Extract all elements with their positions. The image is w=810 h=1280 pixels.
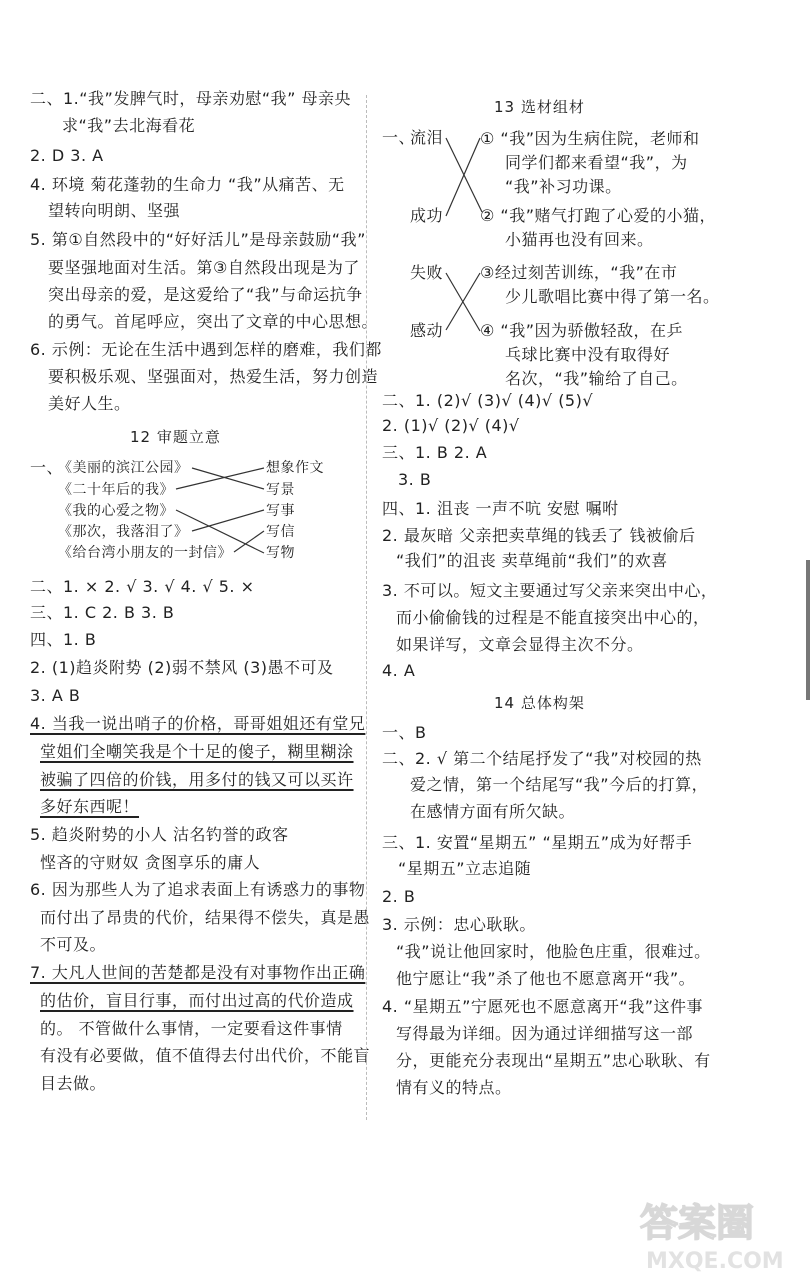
- s13-line-4: 四、1. 沮丧 一声不吭 安慰 嘱咐: [382, 499, 619, 518]
- s13-line-7: 3. 不可以。短文主要通过写父亲来突出中心，: [382, 581, 718, 600]
- s14-line-8: “我”说让他回家时，他脸色庄重，很难过。: [396, 942, 711, 961]
- s12-line-16: 的。 不管做什么事情，一定要看这件事情: [40, 1019, 343, 1038]
- s12-line-10: 悭吝的守财奴 贪图享乐的庸人: [40, 853, 261, 872]
- s11-line-10: 要积极乐观、坚强面对，热爱生活，努力创造: [48, 367, 379, 386]
- s13-right-item-3-line-0: ④ “我”因为骄傲轻敌，在乒: [480, 321, 684, 340]
- s13-left-item-2: 失败: [410, 263, 444, 282]
- s14-line-1: 二、2. √ 第二个结尾抒发了“我”对校园的热: [382, 749, 702, 768]
- s14-line-7: 3. 示例：忠心耿耿。: [382, 915, 536, 934]
- s11-line-7: 突出母亲的爱，是这爱给了“我”与命运抗争: [48, 285, 363, 304]
- s12-left-item-3: 《那次，我落泪了》: [58, 524, 189, 540]
- s12-right-item-0: 想象作文: [266, 460, 324, 476]
- s14-line-11: 写得最为详细。因为通过详细描写这一部: [396, 1024, 694, 1043]
- s13-right-item-1-line-0: ② “我”赌气打跑了心爱的小猫，: [480, 206, 717, 225]
- s13-left-item-3: 感动: [410, 321, 444, 340]
- s13-line-10: 4. A: [382, 661, 416, 680]
- s12-left-item-0: 《美丽的滨江公园》: [58, 460, 189, 476]
- s13-right-item-3-line-1: 乓球比赛中没有取得好: [505, 345, 671, 364]
- s13-right-item-2-line-0: ③经过刻苦训练，“我”在市: [480, 263, 678, 282]
- s12-line-9: 5. 趋炎附势的小人 沽名钓誉的政客: [30, 825, 289, 844]
- s13-right-item-1-line-1: 小猫再也没有回来。: [505, 230, 654, 249]
- s12-right-item-2: 写事: [266, 503, 295, 519]
- s14-line-3: 在感情方面有所欠缺。: [410, 802, 576, 821]
- s11-line-5: 5. 第①自然段中的“好好活儿”是母亲鼓励“我”: [30, 230, 366, 249]
- s13-line-8: 而小偷偷钱的过程是不能直接突出中心的，: [396, 608, 710, 627]
- s12-line-12: 而付出了昂贵的代价，结果得不偿失，真是愚: [40, 908, 371, 927]
- s12-right-item-1: 写景: [266, 482, 295, 498]
- s12-right-item-3: 写信: [266, 524, 295, 540]
- page-edge-marker: [806, 560, 810, 700]
- s12-line-1: 三、1. C 2. B 3. B: [30, 603, 175, 622]
- s13-right-item-0-line-1: 同学们都来看望“我”，为: [505, 153, 688, 172]
- s11-line-11: 美好人生。: [48, 394, 131, 413]
- s14-line-13: 情有义的特点。: [396, 1078, 512, 1097]
- section-12-title: 12 审题立意: [130, 428, 221, 446]
- s12-right-item-4: 写物: [266, 545, 295, 561]
- watermark-bottom-text: MXQE.COM: [646, 1249, 784, 1274]
- s12-line-17: 有没有必要做，值不值得去付出代价，不能盲: [40, 1046, 371, 1065]
- s11-line-2: 2. D 3. A: [30, 146, 104, 165]
- s13-left-item-0: 流泪: [410, 128, 444, 147]
- s14-line-9: 他宁愿让“我”杀了他也不愿意离开“我”。: [396, 969, 696, 988]
- s12-line-13: 不可及。: [40, 935, 107, 954]
- s14-line-6: 2. B: [382, 887, 416, 906]
- s11-line-6: 要坚强地面对生活。第③自然段出现是为了: [48, 258, 360, 277]
- s14-line-0: 一、B: [382, 723, 427, 742]
- s12-match-prefix: 一、: [30, 458, 64, 477]
- s12-line-2: 四、1. B: [30, 630, 97, 649]
- s12-line-8: 多好东西呢！: [40, 797, 140, 816]
- s13-line-2: 三、1. B 2. A: [382, 443, 488, 462]
- s13-right-item-0-line-0: ① “我”因为生病住院，老师和: [480, 129, 700, 148]
- s13-line-1: 2. (1)√ (2)√ (4)√: [382, 416, 520, 435]
- section-14-title: 14 总体构架: [494, 694, 585, 712]
- s12-line-7: 被骗了四倍的价钱，用多付的钱又可以买许: [40, 770, 354, 789]
- s13-right-item-2-line-1: 少儿歌唱比赛中得了第一名。: [505, 287, 720, 306]
- watermark-logo: [636, 1190, 806, 1275]
- s12-line-11: 6. 因为那些人为了追求表面上有诱惑力的事物: [30, 880, 366, 899]
- s12-line-5: 4. 当我一说出哨子的价格，哥哥姐姐还有堂兄: [30, 714, 366, 733]
- s12-left-item-1: 《二十年后的我》: [58, 482, 174, 498]
- s13-line-6: “我们”的沮丧 卖草绳前“我们”的欢喜: [396, 551, 668, 570]
- s12-line-14: 7. 大凡人世间的苦楚都是没有对事物作出正确: [30, 963, 366, 982]
- s12-line-18: 目去做。: [40, 1074, 107, 1093]
- section-13-title: 13 选材组材: [494, 98, 585, 116]
- s12-line-6: 堂姐们全嘲笑我是个十足的傻子，糊里糊涂: [40, 742, 354, 761]
- s12-line-0: 二、1. × 2. √ 3. √ 4. √ 5. ×: [30, 577, 255, 596]
- watermark-top-text: 答案圈: [640, 1201, 755, 1245]
- s11-line-0: 二、1.“我”发脾气时，母亲劝慰“我” 母亲央: [30, 89, 352, 108]
- s14-line-5: “星期五”立志追随: [398, 859, 532, 878]
- s11-line-9: 6. 示例：无论在生活中遇到怎样的磨难，我们都: [30, 340, 382, 359]
- s11-line-4: 望转向明朗、坚强: [48, 201, 181, 220]
- s12-line-3: 2. (1)趋炎附势 (2)弱不禁风 (3)愚不可及: [30, 658, 334, 677]
- s13-line-3: 3. B: [398, 470, 432, 489]
- s11-line-3: 4. 环境 菊花蓬勃的生命力 “我”从痛苦、无: [30, 175, 345, 194]
- s14-line-12: 分，更能充分表现出“星期五”忠心耿耿、有: [396, 1051, 711, 1070]
- s13-match-prefix: 一、: [382, 128, 416, 147]
- s13-right-item-3-line-2: 名次，“我”输给了自己。: [505, 369, 688, 388]
- s13-line-9: 如果详写，文章会显得主次不分。: [396, 635, 644, 654]
- s14-line-4: 三、1. 安置“星期五” “星期五”成为好帮手: [382, 833, 693, 852]
- s12-line-15: 的估价，盲目行事，而付出过高的代价造成: [40, 991, 354, 1010]
- s13-line-0: 二、1. (2)√ (3)√ (4)√ (5)√: [382, 391, 594, 410]
- s11-line-1: 求“我”去北海看花: [62, 116, 196, 135]
- s14-line-2: 爱之情，第一个结尾写“我”今后的打算，: [410, 775, 709, 794]
- s13-line-5: 2. 最灰暗 父亲把卖草绳的钱丢了 钱被偷后: [382, 526, 696, 545]
- s12-line-4: 3. A B: [30, 686, 81, 705]
- s12-left-item-4: 《给台湾小朋友的一封信》: [58, 545, 232, 561]
- s11-line-8: 的勇气。首尾呼应，突出了文章的中心思想。: [48, 312, 379, 331]
- s13-left-item-1: 成功: [410, 206, 444, 225]
- s12-left-item-2: 《我的心爱之物》: [58, 503, 174, 519]
- s14-line-10: 4. “星期五”宁愿死也不愿意离开“我”这件事: [382, 997, 704, 1016]
- s13-right-item-0-line-2: “我”补习功课。: [505, 177, 622, 196]
